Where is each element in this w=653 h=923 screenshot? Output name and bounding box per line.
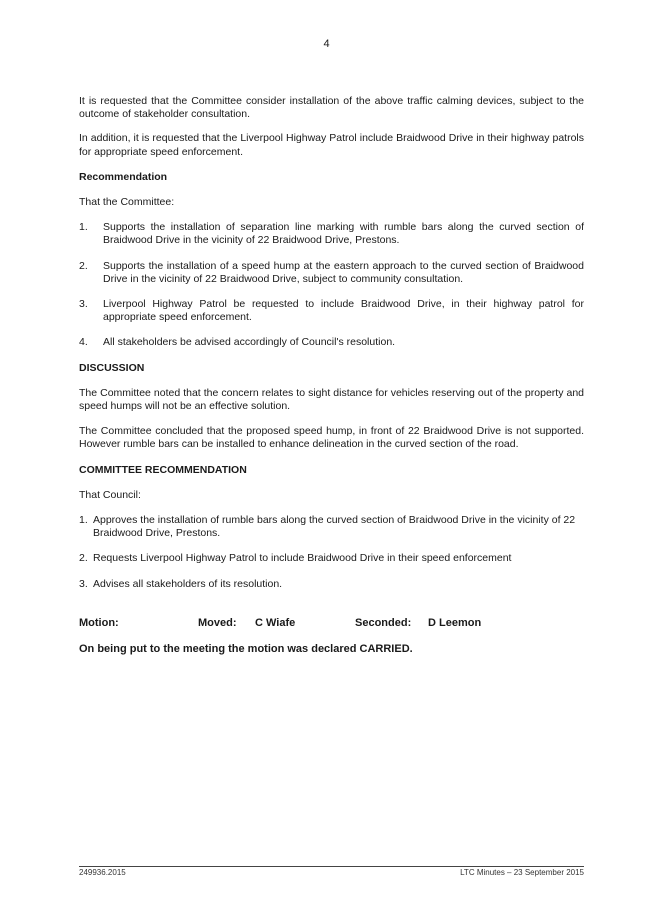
recommendation-list bbox=[79, 221, 584, 349]
list-item-text: Approves the installation of rumble bars along the curved section of Braidwood Drive in the vicinity of 22 Braidwood Drive, Prestons. bbox=[93, 514, 576, 540]
list-item bbox=[79, 552, 584, 565]
intro-paragraph-1: It is requested that the Committee consider installation of the above traffic calming devices, subject to the outcome of stakeholder consultation. bbox=[79, 95, 584, 121]
discussion-paragraph-2: The Committee concluded that the proposed speed hump, in front of 22 Braidwood Drive is not supported. However rumble bars can be installed to enhance delineation in the curved section of the road. bbox=[79, 425, 584, 451]
list-item bbox=[79, 514, 584, 540]
list-item bbox=[79, 336, 584, 349]
list-item-text: Supports the installation of a speed hump at the eastern approach to the curved section of Braidwood Drive in the vicinity of 22 Braidwood Drive, subject to community consultation. bbox=[103, 259, 584, 285]
list-item-text: Supports the installation of separation line marking with rumble bars along the curved section of Braidwood Drive in the vicinity of 22 Braidwood Drive, Prestons. bbox=[103, 221, 584, 247]
list-item-text: Requests Liverpool Highway Patrol to include Braidwood Drive in their speed enforcement bbox=[93, 552, 512, 565]
list-item-number: 3. bbox=[79, 298, 88, 311]
footer-reference: 249936.2015 bbox=[79, 868, 126, 877]
list-item-number: 2. bbox=[79, 259, 88, 272]
committee-recommendation-list bbox=[79, 514, 584, 591]
moved-label: Moved: bbox=[198, 616, 237, 629]
intro-paragraph-2: In addition, it is requested that the Liverpool Highway Patrol include Braidwood Drive in their highway patrols for appropriate speed enforcement. bbox=[79, 132, 584, 158]
recommendation-heading: Recommendation bbox=[79, 170, 168, 183]
motion-line bbox=[79, 617, 584, 630]
list-item-text: Advises all stakeholders of its resolution. bbox=[93, 577, 283, 590]
discussion-paragraph-1: The Committee noted that the concern relates to sight distance for vehicles reserving out of the property and speed humps will not be an effective solution. bbox=[79, 386, 584, 413]
list-item bbox=[79, 221, 584, 247]
list-item bbox=[79, 298, 584, 324]
list-item bbox=[79, 578, 584, 591]
motion-label: Motion: bbox=[79, 616, 119, 629]
list-item-number: 3. bbox=[79, 577, 88, 590]
moved-by: C Wiafe bbox=[255, 616, 296, 629]
motion-result: On being put to the meeting the motion was declared CARRIED. bbox=[79, 643, 413, 656]
list-item-number: 4. bbox=[79, 336, 88, 349]
list-item-number: 1. bbox=[79, 221, 88, 234]
list-item-number: 2. bbox=[79, 552, 88, 565]
seconded-by: D Leemon bbox=[428, 616, 482, 629]
seconded-label: Seconded: bbox=[355, 616, 412, 629]
discussion-heading: DISCUSSION bbox=[79, 361, 145, 374]
page-content bbox=[79, 95, 584, 656]
list-item-text: Liverpool Highway Patrol be requested to include Braidwood Drive, in their highway patrol for appropriate speed enforcement. bbox=[103, 298, 584, 324]
page-footer bbox=[79, 868, 584, 877]
list-item-number: 1. bbox=[79, 514, 88, 527]
committee-recommendation-lead: That Council: bbox=[79, 488, 141, 501]
footer-divider bbox=[79, 866, 584, 867]
list-item bbox=[79, 260, 584, 286]
committee-recommendation-heading: COMMITTEE RECOMMENDATION bbox=[79, 463, 247, 476]
footer-title: LTC Minutes – 23 September 2015 bbox=[460, 868, 584, 877]
recommendation-lead: That the Committee: bbox=[79, 196, 175, 209]
page-number: 4 bbox=[323, 38, 330, 50]
list-item-text: All stakeholders be advised accordingly of Council's resolution. bbox=[103, 336, 396, 349]
